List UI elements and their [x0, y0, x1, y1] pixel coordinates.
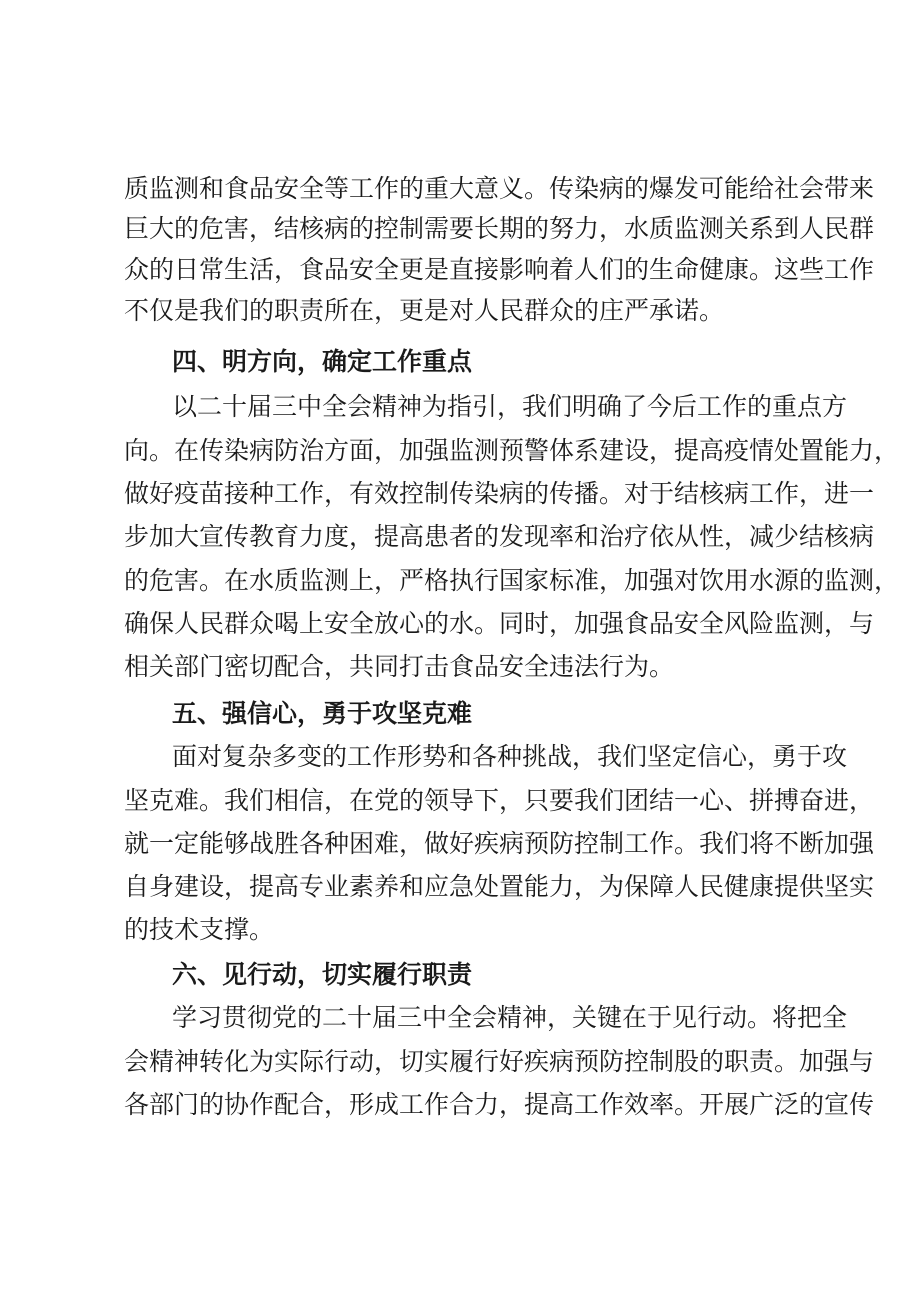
section-heading-5: 五、强信心，勇于攻坚克难 [172, 699, 473, 728]
paragraph-line: 会精神转化为实际行动，切实履行好疾病预防控制股的职责。加强与 [124, 1047, 875, 1076]
paragraph-line: 质监测和食品安全等工作的重大意义。传染病的爆发可能给社会带来 [124, 174, 875, 203]
paragraph-line: 确保人民群众喝上安全放心的水。同时，加强食品安全风险监测，与 [124, 609, 875, 638]
paragraph-line: 的危害。在水质监测上，严格执行国家标准，加强对饮用水源的监测， [124, 566, 900, 595]
paragraph-line: 以二十届三中全会精神为指引，我们明确了今后工作的重点方 [172, 392, 848, 421]
paragraph-line: 相关部门密切配合，共同打击食品安全违法行为。 [124, 652, 675, 681]
paragraph-line: 步加大宣传教育力度，提高患者的发现率和治疗依从性，减少结核病 [124, 522, 875, 551]
paragraph-line: 学习贯彻党的二十届三中全会精神，关键在于见行动。将把全 [172, 1003, 848, 1032]
paragraph-line: 各部门的协作配合，形成工作合力，提高工作效率。开展广泛的宣传 [124, 1090, 875, 1119]
paragraph-line: 就一定能够战胜各种困难，做好疾病预防控制工作。我们将不断加强 [124, 829, 875, 858]
paragraph-line: 向。在传染病防治方面，加强监测预警体系建设，提高疫情处置能力， [124, 436, 900, 465]
paragraph-line: 面对复杂多变的工作形势和各种挑战，我们坚定信心，勇于攻 [172, 742, 848, 771]
paragraph-line: 自身建设，提高专业素养和应急处置能力，为保障人民健康提供坚实 [124, 872, 875, 901]
paragraph-line: 的技术支撑。 [124, 915, 275, 944]
section-heading-6: 六、见行动，切实履行职责 [172, 960, 473, 989]
paragraph-line: 坚克难。我们相信，在党的领导下，只要我们团结一心、拼搏奋进， [124, 786, 875, 815]
paragraph-line: 不仅是我们的职责所在，更是对人民群众的庄严承诺。 [124, 296, 725, 325]
paragraph-line: 做好疫苗接种工作，有效控制传染病的传播。对于结核病工作，进一 [124, 479, 875, 508]
section-heading-4: 四、明方向，确定工作重点 [172, 347, 473, 376]
paragraph-line: 众的日常生活，食品安全更是直接影响着人们的生命健康。这些工作 [124, 255, 875, 284]
paragraph-line: 巨大的危害，结核病的控制需要长期的努力，水质监测关系到人民群 [124, 214, 875, 243]
